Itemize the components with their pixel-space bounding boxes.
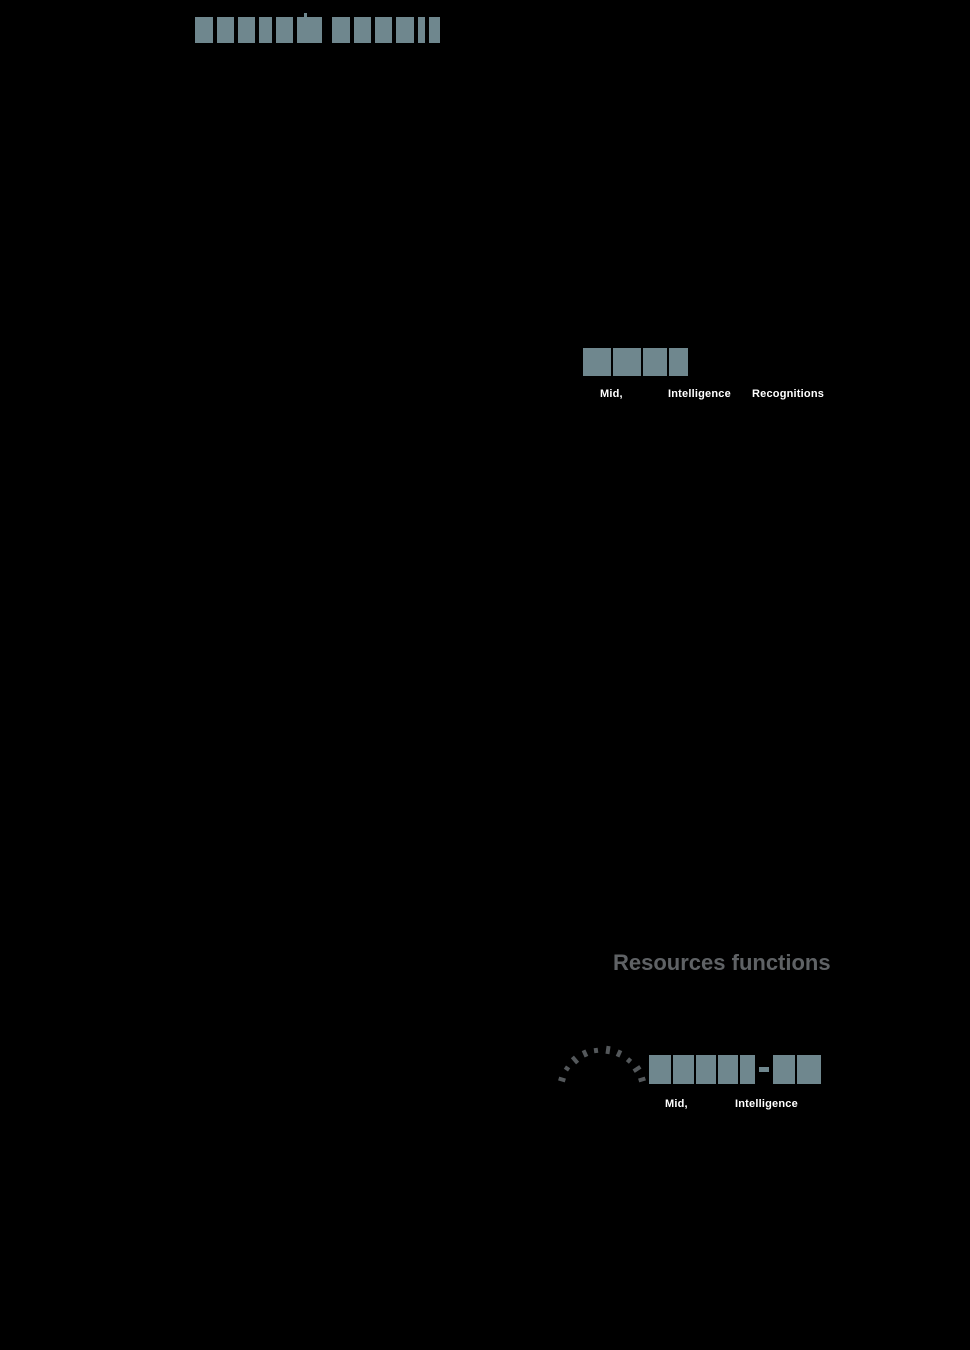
logo-arc <box>558 1046 648 1094</box>
glyph-block <box>696 1055 716 1084</box>
arc-glyph <box>633 1065 642 1073</box>
glyph-block <box>643 348 667 376</box>
arc-glyph <box>571 1056 579 1065</box>
page-title-redacted <box>195 17 440 43</box>
hero-caption-segment-3: Recognitions <box>752 388 825 400</box>
glyph-block <box>375 17 392 43</box>
hero-caption-segment-2: Intelligence <box>668 388 731 400</box>
glyph-block <box>613 348 641 376</box>
glyph-block <box>276 17 293 43</box>
arc-glyph <box>558 1077 566 1083</box>
hero-word <box>583 348 688 376</box>
hero-title-redacted <box>583 348 688 376</box>
logo-wordmark-redacted <box>649 1055 821 1084</box>
title-word-1 <box>195 17 322 43</box>
title-apostrophe-mark <box>304 13 307 18</box>
arc-glyph <box>594 1048 599 1054</box>
glyph-block <box>297 17 322 43</box>
arc-glyph <box>626 1057 632 1063</box>
glyph-block <box>718 1055 738 1084</box>
glyph-block <box>195 17 213 43</box>
glyph-block <box>238 17 255 43</box>
logo-word-group-2 <box>773 1055 821 1084</box>
logo-hyphen <box>759 1067 769 1072</box>
arc-glyph <box>616 1050 623 1058</box>
glyph-block <box>649 1055 671 1084</box>
arc-glyph <box>638 1077 646 1083</box>
section-heading: Resources functions <box>613 950 831 975</box>
glyph-block <box>673 1055 694 1084</box>
title-word-2 <box>332 17 440 43</box>
logo-caption-segment-1: Mid, <box>665 1098 688 1110</box>
glyph-block <box>418 17 425 43</box>
glyph-block <box>354 17 371 43</box>
glyph-block <box>217 17 234 43</box>
glyph-block <box>669 348 688 376</box>
glyph-block <box>740 1055 755 1084</box>
glyph-block <box>332 17 350 43</box>
arc-glyph <box>564 1066 570 1072</box>
arc-glyph <box>605 1046 610 1054</box>
logo-word-group-1 <box>649 1055 755 1084</box>
glyph-block <box>797 1055 821 1084</box>
glyph-block <box>429 17 440 43</box>
arc-glyph <box>581 1050 588 1058</box>
glyph-block <box>259 17 272 43</box>
logo-caption-segment-2: Intelligence <box>735 1098 798 1110</box>
glyph-block <box>583 348 611 376</box>
hero-caption-segment-1: Mid, <box>600 388 623 400</box>
glyph-block <box>773 1055 795 1084</box>
glyph-block <box>396 17 414 43</box>
